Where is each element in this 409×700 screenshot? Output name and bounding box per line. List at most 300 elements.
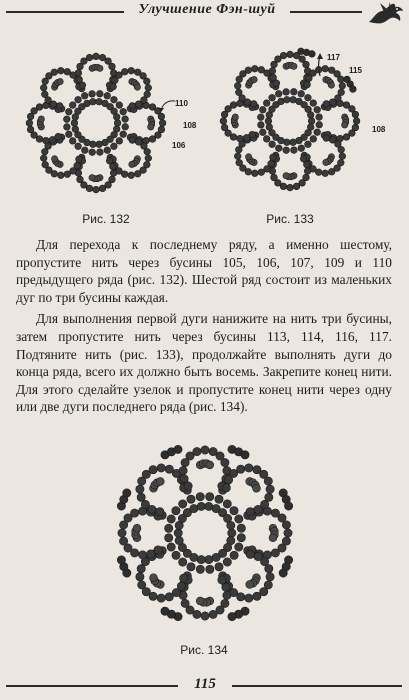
- petal-inner-bead: [97, 65, 103, 71]
- petal-bead: [330, 134, 337, 141]
- petal-bead: [156, 508, 164, 516]
- petal-inner-bead: [248, 158, 254, 164]
- arc-bead: [347, 81, 354, 88]
- center-bead: [114, 120, 121, 127]
- petal-bead: [303, 74, 310, 81]
- spoke-bead: [78, 154, 85, 161]
- inner-bead: [275, 90, 282, 97]
- petal-inner-bead: [270, 531, 278, 539]
- petal-bead: [148, 552, 156, 560]
- spoke-bead: [219, 486, 227, 494]
- page-footer: [0, 676, 409, 696]
- petal-bead: [76, 163, 83, 170]
- spoke-bead: [127, 134, 134, 141]
- petal-inner-bead: [251, 481, 259, 489]
- petal-bead: [230, 102, 237, 109]
- petal-bead: [165, 465, 173, 473]
- petal-inner-bead: [343, 116, 349, 122]
- inner-bead: [263, 100, 270, 107]
- inner-bead: [305, 94, 312, 101]
- petal-bead: [304, 68, 311, 75]
- petal-bead: [149, 136, 156, 143]
- spoke-bead: [140, 100, 147, 107]
- inner-bead: [179, 558, 187, 566]
- center-bead: [284, 96, 291, 103]
- petal-inner-bead: [327, 156, 333, 162]
- petal-bead: [304, 168, 311, 175]
- petal-inner-bead: [149, 121, 155, 127]
- center-bead: [301, 101, 308, 108]
- petal-bead: [137, 565, 145, 573]
- petal-inner-bead: [52, 81, 58, 87]
- petal-inner-bead: [231, 116, 237, 122]
- petal-bead: [180, 574, 188, 582]
- center-bead: [113, 126, 120, 133]
- petal-bead: [245, 168, 252, 175]
- petal-bead: [57, 67, 64, 74]
- spoke-bead: [183, 486, 191, 494]
- spoke-bead: [150, 550, 158, 558]
- petal-bead: [179, 591, 187, 599]
- petal-bead: [143, 102, 150, 109]
- petal-bead: [260, 500, 268, 508]
- center-bead: [265, 118, 272, 125]
- petal-bead: [268, 160, 275, 167]
- petal-inner-bead: [91, 176, 97, 182]
- spoke-bead: [321, 103, 328, 110]
- petal-bead: [287, 184, 294, 191]
- petal-inner-bead: [206, 597, 214, 605]
- page-number: 115: [194, 676, 216, 692]
- center-bead: [290, 139, 297, 146]
- petal-bead: [209, 610, 217, 618]
- petal-bead: [246, 550, 254, 558]
- petal-bead: [128, 172, 135, 179]
- paragraph-1: Для перехода к последнему ряду, а именно шестому, пропустите нить через бусины 105, 106, 107, 109 и 110 предыдущего ряда (рис. 132). Шестой ряд состоит из маленьких дуг по три бусины каждая.: [16, 237, 392, 305]
- spoke-bead: [112, 73, 119, 80]
- petal-inner-bead: [246, 581, 254, 589]
- petal-bead: [130, 549, 138, 557]
- petal-inner-bead: [134, 84, 140, 90]
- petal-bead: [129, 137, 136, 144]
- center-bead: [305, 129, 312, 136]
- spoke-bead: [334, 98, 341, 105]
- petal-inner-bead: [52, 158, 58, 164]
- arc-bead: [350, 86, 357, 93]
- petal-bead: [49, 103, 56, 110]
- arc-bead: [120, 495, 128, 503]
- petal-bead: [303, 61, 310, 68]
- spoke-bead: [244, 547, 252, 555]
- inner-bead: [223, 500, 231, 508]
- petal-bead: [235, 89, 242, 96]
- petal-inner-bead: [328, 154, 334, 160]
- spoke-bead: [180, 478, 188, 486]
- center-bead: [90, 141, 97, 148]
- petal-bead: [99, 54, 106, 61]
- petal-bead: [157, 464, 165, 472]
- arc-bead: [167, 448, 175, 456]
- petal-bead: [260, 557, 268, 565]
- inner-bead: [235, 515, 243, 523]
- petal-bead: [339, 82, 346, 89]
- petal-inner-bead: [246, 478, 254, 486]
- spoke-bead: [107, 85, 114, 92]
- petal-bead: [64, 171, 71, 178]
- petal-inner-bead: [37, 121, 43, 127]
- arc-bead: [234, 448, 242, 456]
- inner-bead: [122, 116, 129, 123]
- inner-bead: [89, 91, 96, 98]
- petal-bead: [119, 537, 127, 545]
- petal-inner-bead: [38, 116, 44, 122]
- center-bead: [284, 139, 291, 146]
- footer-rule-right: [232, 685, 402, 687]
- center-bead: [296, 137, 303, 144]
- petal-bead: [31, 108, 38, 115]
- center-bead: [107, 103, 114, 110]
- petal-bead: [155, 132, 162, 139]
- inner-bead: [310, 136, 317, 143]
- petal-bead: [110, 170, 117, 177]
- petal-bead: [244, 99, 251, 106]
- petal-bead: [299, 180, 306, 187]
- center-bead: [273, 134, 280, 141]
- inner-bead: [81, 147, 88, 154]
- petal-bead: [74, 77, 81, 84]
- petal-inner-bead: [253, 574, 261, 582]
- petal-bead: [293, 52, 300, 59]
- petal-bead: [86, 54, 93, 61]
- spoke-bead: [133, 103, 140, 110]
- spoke-bead: [321, 132, 328, 139]
- spoke-bead: [142, 505, 150, 513]
- figure-132-label-3: 106: [172, 141, 186, 150]
- petal-inner-bead: [151, 577, 159, 585]
- center-bead: [178, 514, 186, 522]
- petal-bead: [310, 166, 317, 173]
- petal-bead: [57, 172, 64, 179]
- header-title: Улучшение Фэн-шуй: [138, 2, 276, 17]
- petal-bead: [337, 100, 344, 107]
- petal-bead: [323, 135, 330, 142]
- petal-bead: [329, 137, 336, 144]
- petal-bead: [137, 493, 145, 501]
- petal-bead: [264, 581, 272, 589]
- inner-bead: [116, 102, 123, 109]
- petal-bead: [159, 120, 166, 127]
- petal-bead: [75, 70, 82, 77]
- petal-bead: [140, 167, 147, 174]
- center-bead: [278, 137, 285, 144]
- petal-bead: [134, 69, 141, 76]
- petal-inner-bead: [327, 79, 333, 85]
- petal-bead: [74, 162, 81, 169]
- petal-bead: [145, 155, 152, 162]
- petal-bead: [334, 71, 341, 78]
- petal-bead: [135, 139, 142, 146]
- figure-133-label-1: 117: [327, 53, 340, 62]
- petal-bead: [118, 529, 126, 537]
- spoke-bead: [46, 139, 53, 146]
- petal-bead: [343, 102, 350, 109]
- figure-132-label-2: 108: [183, 121, 197, 130]
- petal-bead: [235, 146, 242, 153]
- petal-bead: [43, 102, 50, 109]
- petal-bead: [51, 170, 58, 177]
- petal-bead: [328, 168, 335, 175]
- arc-bead: [117, 556, 125, 564]
- petal-bead: [271, 509, 279, 517]
- spoke-bead: [327, 101, 334, 108]
- inner-bead: [206, 565, 214, 573]
- inner-bead: [75, 96, 82, 103]
- figure-133-label-3: 108: [372, 125, 386, 134]
- petal-bead: [40, 155, 47, 162]
- petal-bead: [269, 168, 276, 175]
- petal-bead: [149, 466, 157, 474]
- inner-bead: [172, 551, 180, 559]
- petal-bead: [70, 72, 77, 79]
- petal-bead: [243, 101, 250, 108]
- center-bead: [178, 543, 186, 551]
- arc-bead: [167, 610, 175, 618]
- petal-inner-bead: [288, 174, 294, 180]
- petal-inner-bead: [129, 161, 135, 167]
- petal-bead: [255, 508, 263, 516]
- petal-bead: [201, 612, 209, 620]
- paragraph-2: Для выполнения первой дуги нанижите на нить три бусины, затем пропустите нить через бусины 113, 114, 116, 117. Подтяните нить (рис. 133), продолжайте выполнять дуги до конца ряда, всего их должно быть восемь. Закрепите конец нити. Для этого сделайте узелок и пропустите конец нити через одну или две дуги последнего ряда (рис. 134).: [16, 311, 392, 415]
- inner-bead: [269, 94, 276, 101]
- petal-bead: [143, 161, 150, 168]
- petal-inner-bead: [132, 527, 140, 535]
- petal-bead: [240, 165, 247, 172]
- petal-bead: [64, 68, 71, 75]
- arc-bead: [282, 495, 290, 503]
- petal-bead: [216, 606, 224, 614]
- petal-bead: [264, 70, 271, 77]
- petal-bead: [93, 186, 100, 193]
- petal-bead: [136, 103, 143, 110]
- spoke-bead: [252, 508, 260, 516]
- inner-bead: [258, 122, 265, 129]
- center-bead: [102, 139, 109, 146]
- petal-bead: [273, 155, 280, 162]
- petal-inner-bead: [129, 78, 135, 84]
- petal-inner-bead: [148, 116, 154, 122]
- petal-bead: [36, 104, 43, 111]
- inner-bead: [69, 102, 76, 109]
- petal-bead: [323, 101, 330, 108]
- center-bead: [96, 98, 103, 105]
- petal-bead: [144, 91, 151, 98]
- petal-bead: [116, 168, 123, 175]
- petal-bead: [49, 136, 56, 143]
- inner-bead: [235, 543, 243, 551]
- petal-bead: [144, 148, 151, 155]
- arc-bead: [123, 489, 131, 497]
- petal-bead: [225, 106, 232, 113]
- petal-inner-bead: [246, 156, 252, 162]
- petal-bead: [254, 552, 262, 560]
- spoke-bead: [142, 553, 150, 561]
- petal-bead: [40, 84, 47, 91]
- petal-bead: [75, 170, 82, 177]
- petal-bead: [135, 101, 142, 108]
- center-bead: [75, 108, 82, 115]
- inner-bead: [314, 106, 321, 113]
- inner-bead: [298, 90, 305, 97]
- petal-inner-bead: [57, 161, 63, 167]
- petal-inner-bead: [245, 154, 251, 160]
- petal-bead: [209, 447, 217, 455]
- center-bead: [269, 129, 276, 136]
- petal-bead: [109, 176, 116, 183]
- petal-inner-bead: [251, 577, 259, 585]
- petal-bead: [138, 581, 146, 589]
- center-bead: [273, 101, 280, 108]
- running-header: [0, 0, 409, 24]
- spoke-bead: [222, 478, 230, 486]
- spoke-bead: [127, 105, 134, 112]
- petal-bead: [148, 505, 156, 513]
- petal-inner-bead: [133, 158, 139, 164]
- inner-bead: [269, 141, 276, 148]
- petal-bead: [334, 165, 341, 172]
- petal-inner-bead: [251, 159, 257, 165]
- petal-inner-bead: [89, 65, 95, 71]
- petal-bead: [280, 52, 287, 59]
- spoke-bead: [52, 137, 59, 144]
- petal-bead: [246, 508, 254, 516]
- petal-inner-bead: [37, 118, 43, 124]
- spoke-bead: [259, 553, 267, 561]
- inner-bead: [314, 129, 321, 136]
- petal-inner-bead: [342, 122, 348, 128]
- spoke-bead: [76, 79, 83, 86]
- spoke-bead: [219, 572, 227, 580]
- petal-bead: [258, 169, 265, 176]
- inner-bead: [116, 138, 123, 145]
- petal-bead: [253, 592, 261, 600]
- petal-inner-bead: [153, 479, 161, 487]
- arc-bead: [279, 489, 287, 497]
- center-bead: [228, 529, 236, 537]
- center-bead: [84, 100, 91, 107]
- petal-inner-bead: [94, 176, 100, 182]
- petal-inner-bead: [150, 574, 158, 582]
- spoke-bead: [112, 167, 119, 174]
- petal-bead: [141, 97, 148, 104]
- petal-bead: [141, 500, 149, 508]
- petal-inner-bead: [54, 79, 60, 85]
- petal-bead: [172, 469, 180, 477]
- petal-bead: [99, 185, 106, 192]
- petal-bead: [147, 550, 155, 558]
- petal-bead: [130, 133, 137, 140]
- petal-bead: [249, 131, 256, 138]
- petal-bead: [116, 72, 123, 79]
- center-bead: [227, 521, 235, 529]
- petal-bead: [222, 475, 230, 483]
- inner-bead: [63, 116, 70, 123]
- petal-bead: [275, 56, 282, 63]
- petal-bead: [110, 83, 117, 90]
- petal-inner-bead: [291, 173, 297, 179]
- petal-bead: [229, 469, 237, 477]
- petal-bead: [31, 132, 38, 139]
- petal-bead: [121, 171, 128, 178]
- petal-bead: [234, 82, 241, 89]
- spoke-bead: [225, 470, 233, 478]
- petal-bead: [260, 588, 268, 596]
- inner-bead: [172, 507, 180, 515]
- inner-bead: [122, 123, 129, 130]
- petal-bead: [184, 482, 192, 490]
- petal-bead: [76, 83, 83, 90]
- arc-bead: [282, 562, 290, 570]
- center-bead: [111, 131, 118, 138]
- inner-bead: [237, 534, 245, 542]
- arc-bead: [123, 569, 131, 577]
- center-bead: [175, 536, 183, 544]
- spoke-bead: [270, 77, 277, 84]
- arc-bead: [228, 612, 236, 620]
- petal-bead: [77, 63, 84, 70]
- petal-bead: [248, 546, 256, 554]
- inner-bead: [104, 147, 111, 154]
- petal-bead: [263, 507, 271, 515]
- spoke-bead: [46, 100, 53, 107]
- petal-inner-bead: [285, 62, 291, 68]
- petal-bead: [264, 477, 272, 485]
- petal-bead: [136, 573, 144, 581]
- petal-bead: [273, 80, 280, 87]
- center-bead: [113, 114, 120, 121]
- center-bead: [111, 108, 118, 115]
- spoke-bead: [58, 134, 65, 141]
- petal-bead: [130, 509, 138, 517]
- petal-inner-bead: [97, 175, 103, 181]
- inner-bead: [111, 143, 118, 150]
- petal-bead: [86, 185, 93, 192]
- center-bead: [307, 112, 314, 119]
- arc-bead: [284, 556, 292, 564]
- petal-bead: [303, 174, 310, 181]
- arc-bead: [298, 48, 305, 55]
- inner-bead: [167, 543, 175, 551]
- petal-bead: [324, 104, 331, 111]
- petal-bead: [130, 106, 137, 113]
- arc-bead: [241, 607, 249, 615]
- inner-bead: [290, 88, 297, 95]
- spoke-bead: [110, 160, 117, 167]
- petal-bead: [77, 176, 84, 183]
- petal-inner-bead: [231, 119, 237, 125]
- petal-inner-bead: [89, 175, 95, 181]
- footer-rule-left: [6, 685, 178, 687]
- petal-inner-bead: [153, 579, 161, 587]
- petal-bead: [250, 135, 257, 142]
- inner-bead: [65, 131, 72, 138]
- petal-bead: [128, 67, 135, 74]
- inner-bead: [305, 141, 312, 148]
- spoke-bead: [133, 137, 140, 144]
- spoke-bead: [301, 152, 308, 159]
- petal-bead: [224, 476, 232, 484]
- spoke-bead: [252, 132, 259, 139]
- inner-bead: [257, 114, 264, 121]
